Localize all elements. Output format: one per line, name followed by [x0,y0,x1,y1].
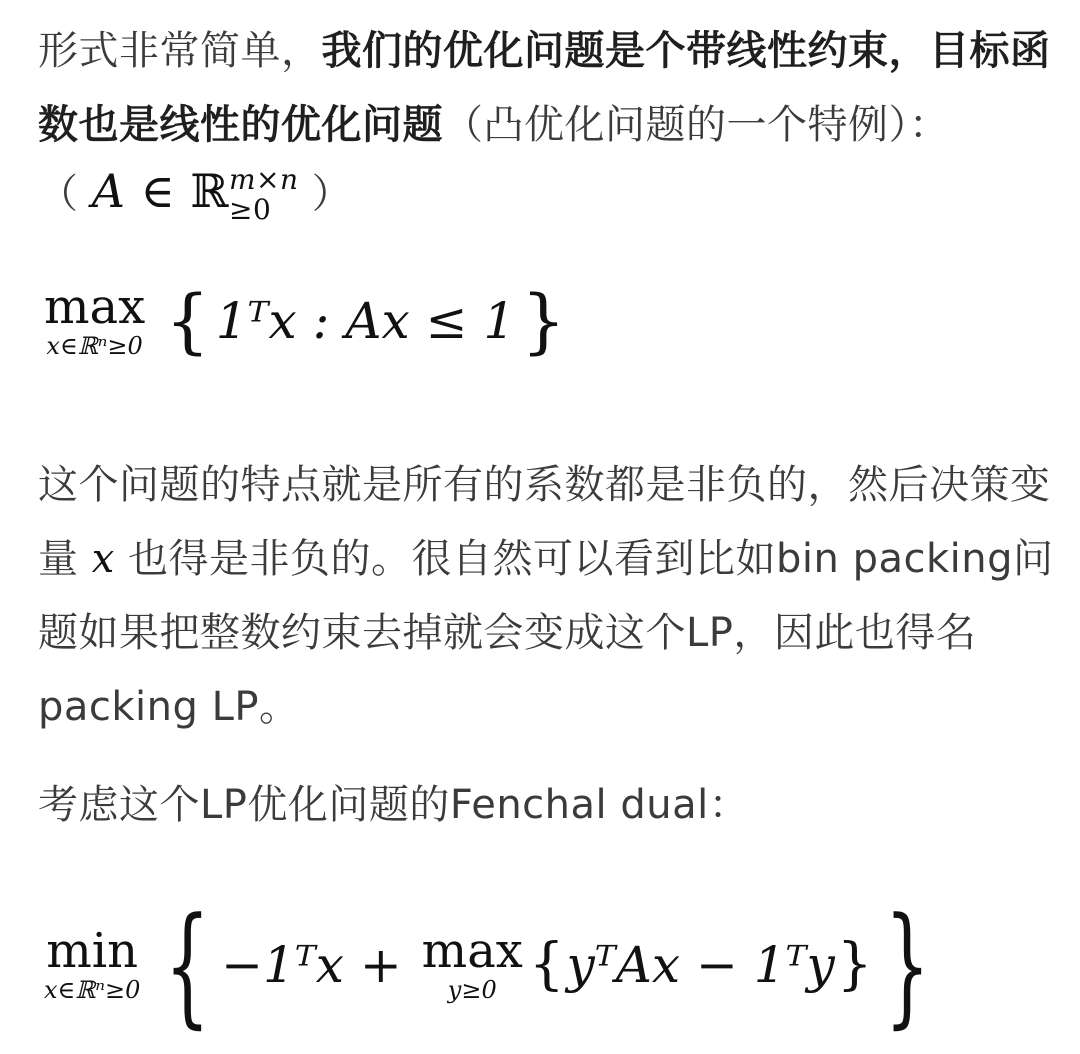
intro-lead: 形式非常简单， [38,28,322,74]
max-operator: max x∈ℝⁿ≥0 [44,279,146,360]
inner-right-brace: } [836,932,873,997]
dual-intro-paragraph: 考虑这个LP优化问题的Fenchal dual： [38,782,750,828]
max-domain: x∈ℝⁿ≥0 [46,332,143,360]
intro-bold-statement: 我们的优化问题是个带线性约束，目标函数也是线性的优化问题 [38,28,1051,148]
inner-max-domain: y≥0 [447,976,497,1004]
primal-lp-equation [44,279,572,362]
min-operator: min x∈ℝⁿ≥0 [44,923,141,1004]
inner-max-body: yᵀAx − 1ᵀy [566,936,835,994]
primal-objective: 1ᵀx : Ax ≤ 1 [215,292,516,350]
outer-right-brace: } [885,889,931,1041]
min-domain: x∈ℝⁿ≥0 [44,976,141,1004]
condition-close-paren: ） [298,171,353,217]
outer-left-brace: { [164,889,211,1041]
in-symbol: ∈ [140,164,176,218]
dim-superscript: m×n [229,163,299,196]
matrix-symbol: A [91,164,126,218]
right-brace: } [521,280,566,362]
matrix-condition [38,154,1058,231]
left-brace: { [165,280,210,362]
intro-tail: （凸优化问题的一个特例）： [443,102,950,148]
inner-left-brace: { [528,932,565,997]
dual-equation [44,889,941,1041]
nonneg-subscript: ≥0 [229,193,272,226]
explanation-paragraph: 这个问题的特点就是所有的系数都是非负的，然后决策变量 x 也得是非负的。很自然可以看到比如bin packing问题如果把整数约束去掉就会变成这个LP，因此也得名packing LP。 [38,462,1054,730]
intro-paragraph [38,14,1058,162]
real-set-symbol: ℝ [190,164,229,218]
condition-open-paren: （ [38,171,92,217]
dual-linear-term: −1ᵀx + [221,936,418,994]
decision-variable: x [91,536,115,582]
inner-max-operator: max y≥0 [421,923,523,1004]
